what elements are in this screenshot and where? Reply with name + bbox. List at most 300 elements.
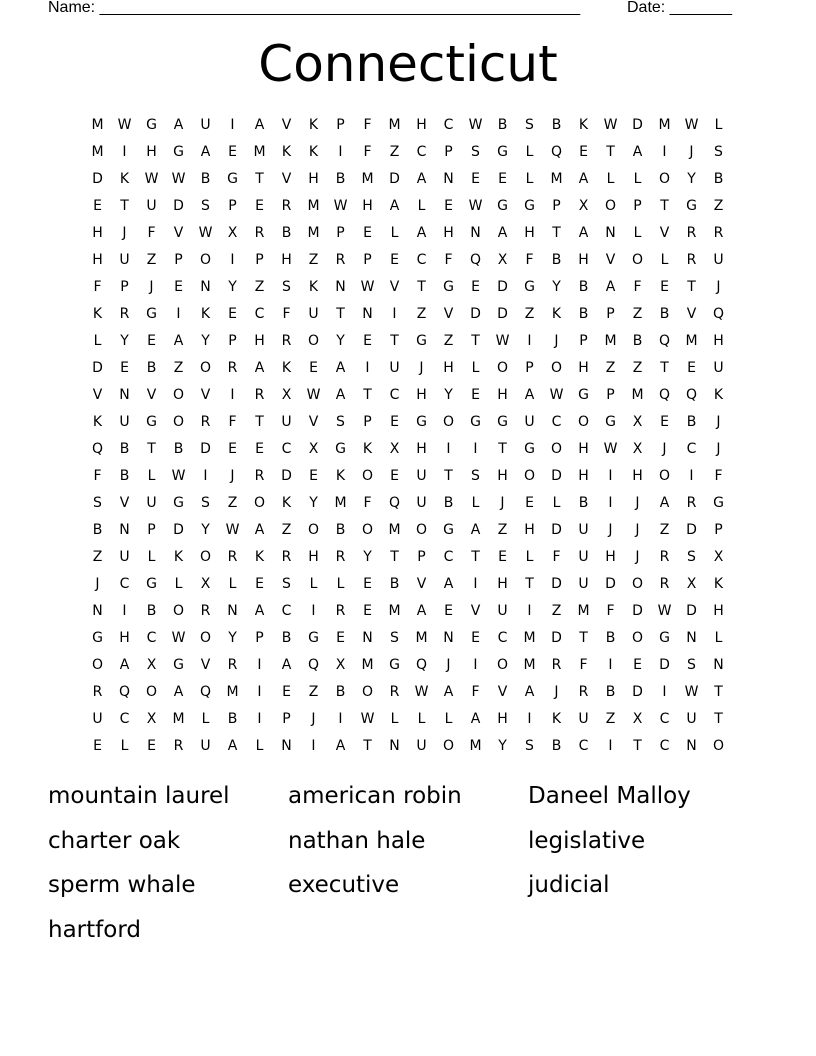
grid-letter: H: [578, 468, 589, 484]
grid-letter: A: [254, 360, 265, 376]
grid-letter: O: [604, 198, 617, 214]
grid-letter: M: [172, 711, 185, 727]
grid-letter: O: [523, 468, 536, 484]
grid-letter: A: [524, 684, 535, 700]
grid-letter: I: [392, 306, 397, 322]
grid-letter: W: [171, 468, 186, 484]
grid-letter: X: [389, 441, 400, 457]
grid-letter: L: [633, 225, 642, 241]
grid-letter: H: [578, 441, 589, 457]
grid-letter: H: [632, 468, 643, 484]
grid-letter: A: [470, 522, 481, 538]
grid-letter: O: [199, 549, 212, 565]
grid-letter: T: [444, 468, 453, 484]
grid-letter: E: [633, 657, 642, 673]
grid-letter: G: [578, 387, 589, 403]
date-field-label: Date: _______: [627, 0, 732, 16]
grid-letter: L: [174, 576, 183, 592]
grid-letter: W: [144, 171, 159, 187]
grid-letter: V: [416, 576, 427, 592]
grid-letter: E: [255, 441, 264, 457]
grid-letter: Z: [659, 522, 670, 538]
grid-letter: E: [390, 414, 399, 430]
grid-row: [84, 413, 732, 440]
grid-letter: G: [173, 657, 184, 673]
grid-row: [84, 386, 732, 413]
grid-letter: G: [92, 630, 103, 646]
grid-letter: E: [282, 684, 291, 700]
grid-letter: K: [308, 144, 319, 160]
grid-letter: O: [496, 360, 509, 376]
grid-letter: A: [335, 738, 346, 754]
grid-letter: F: [363, 144, 372, 160]
grid-letter: F: [714, 468, 723, 484]
grid-letter: T: [687, 279, 696, 295]
grid-letter: L: [444, 711, 453, 727]
grid-letter: X: [200, 576, 211, 592]
grid-letter: N: [200, 279, 211, 295]
grid-letter: N: [713, 657, 724, 673]
grid-letter: Z: [416, 306, 427, 322]
grid-letter: U: [200, 738, 211, 754]
grid-letter: S: [336, 414, 345, 430]
grid-letter: T: [363, 738, 372, 754]
grid-letter: A: [173, 117, 184, 133]
grid-letter: P: [228, 333, 237, 349]
grid-letter: N: [389, 738, 400, 754]
grid-letter: I: [608, 495, 613, 511]
grid-letter: Q: [388, 495, 401, 511]
grid-letter: H: [443, 360, 454, 376]
grid-letter: D: [92, 171, 103, 187]
grid-letter: U: [281, 414, 292, 430]
grid-letter: B: [443, 495, 454, 511]
grid-letter: B: [632, 333, 643, 349]
grid-letter: Y: [201, 333, 210, 349]
grid-letter: Z: [308, 252, 319, 268]
grid-letter: R: [659, 576, 670, 592]
grid-letter: A: [335, 360, 346, 376]
grid-letter: L: [201, 711, 210, 727]
grid-letter: V: [281, 117, 292, 133]
grid-letter: C: [119, 711, 130, 727]
grid-letter: S: [201, 198, 210, 214]
grid-letter: E: [174, 279, 183, 295]
grid-letter: D: [470, 306, 481, 322]
grid-letter: E: [147, 738, 156, 754]
grid-letter: R: [686, 225, 697, 241]
grid-letter: S: [714, 144, 723, 160]
grid-row: [84, 305, 732, 332]
grid-letter: H: [416, 441, 427, 457]
grid-letter: K: [281, 144, 292, 160]
grid-letter: P: [606, 387, 615, 403]
grid-letter: E: [471, 171, 480, 187]
grid-letter: D: [551, 576, 562, 592]
grid-letter: P: [363, 414, 372, 430]
grid-letter: T: [606, 144, 615, 160]
grid-letter: E: [120, 360, 129, 376]
grid-letter: S: [525, 117, 534, 133]
grid-letter: P: [444, 144, 453, 160]
grid-letter: I: [662, 684, 667, 700]
grid-letter: A: [200, 144, 211, 160]
word-list-item: executive: [288, 872, 400, 898]
grid-letter: T: [336, 306, 345, 322]
grid-letter: G: [524, 198, 535, 214]
grid-letter: G: [470, 414, 481, 430]
grid-letter: H: [578, 360, 589, 376]
grid-letter: E: [336, 630, 345, 646]
grid-letter: H: [578, 252, 589, 268]
grid-letter: P: [255, 252, 264, 268]
grid-letter: V: [686, 306, 697, 322]
grid-row: [84, 278, 732, 305]
grid-letter: G: [146, 117, 157, 133]
grid-letter: O: [658, 468, 671, 484]
grid-letter: X: [713, 549, 724, 565]
grid-letter: R: [254, 468, 265, 484]
grid-row: [84, 494, 732, 521]
grid-letter: W: [198, 225, 213, 241]
grid-letter: G: [416, 333, 427, 349]
grid-letter: L: [390, 711, 399, 727]
word-list-item: mountain laurel: [48, 783, 230, 809]
grid-letter: I: [608, 468, 613, 484]
grid-letter: B: [173, 441, 184, 457]
grid-letter: K: [335, 468, 346, 484]
grid-letter: G: [713, 495, 724, 511]
grid-letter: E: [471, 387, 480, 403]
grid-letter: Z: [713, 198, 724, 214]
grid-letter: L: [525, 171, 534, 187]
grid-letter: S: [525, 738, 534, 754]
grid-letter: F: [633, 279, 642, 295]
grid-letter: B: [551, 738, 562, 754]
word-list-item: legislative: [528, 827, 646, 854]
grid-letter: G: [146, 414, 157, 430]
word-list-item: hartford: [48, 916, 141, 943]
grid-row: [84, 359, 732, 386]
grid-letter: L: [525, 549, 534, 565]
grid-letter: J: [635, 522, 640, 538]
grid-letter: P: [120, 279, 129, 295]
grid-letter: S: [201, 495, 210, 511]
grid-letter: R: [254, 225, 265, 241]
grid-letter: J: [419, 360, 424, 376]
grid-letter: D: [173, 198, 184, 214]
grid-letter: X: [281, 387, 292, 403]
grid-letter: Q: [91, 441, 104, 457]
grid-letter: Q: [658, 333, 671, 349]
grid-letter: K: [578, 117, 589, 133]
grid-letter: E: [228, 144, 237, 160]
grid-letter: L: [417, 198, 426, 214]
grid-letter: W: [603, 441, 618, 457]
grid-letter: D: [173, 522, 184, 538]
grid-letter: V: [497, 684, 508, 700]
grid-row: [84, 170, 732, 197]
grid-letter: M: [91, 117, 104, 133]
grid-letter: R: [227, 360, 238, 376]
grid-letter: R: [227, 657, 238, 673]
grid-letter: S: [471, 144, 480, 160]
grid-letter: I: [257, 657, 262, 673]
grid-letter: S: [687, 657, 696, 673]
grid-letter: C: [497, 630, 508, 646]
grid-letter: I: [446, 441, 451, 457]
word-list-item: charter oak: [48, 827, 181, 854]
grid-letter: B: [686, 414, 697, 430]
grid-letter: V: [281, 171, 292, 187]
grid-letter: Z: [605, 711, 616, 727]
grid-letter: N: [686, 630, 697, 646]
grid-letter: J: [635, 549, 640, 565]
grid-letter: K: [281, 495, 292, 511]
grid-letter: Z: [497, 522, 508, 538]
grid-letter: B: [578, 279, 589, 295]
grid-letter: G: [443, 279, 454, 295]
grid-letter: L: [147, 468, 156, 484]
grid-letter: O: [361, 522, 374, 538]
grid-letter: A: [416, 171, 427, 187]
grid-letter: I: [176, 306, 181, 322]
grid-letter: A: [416, 225, 427, 241]
grid-letter: B: [578, 306, 589, 322]
grid-letter: E: [147, 333, 156, 349]
grid-letter: K: [713, 576, 724, 592]
grid-letter: O: [442, 738, 455, 754]
grid-letter: W: [657, 603, 672, 619]
grid-letter: N: [605, 225, 616, 241]
grid-letter: T: [471, 549, 480, 565]
grid-letter: O: [361, 468, 374, 484]
grid-letter: B: [713, 171, 724, 187]
grid-letter: I: [338, 144, 343, 160]
grid-letter: A: [254, 603, 265, 619]
grid-letter: Y: [687, 171, 696, 187]
grid-letter: Z: [551, 603, 562, 619]
grid-letter: X: [335, 657, 346, 673]
grid-letter: G: [443, 522, 454, 538]
grid-letter: B: [146, 603, 157, 619]
grid-letter: K: [173, 549, 184, 565]
grid-letter: R: [254, 387, 265, 403]
grid-letter: Z: [146, 252, 157, 268]
grid-letter: P: [174, 252, 183, 268]
grid-letter: P: [579, 333, 588, 349]
grid-letter: M: [361, 171, 374, 187]
grid-letter: E: [255, 576, 264, 592]
grid-letter: Z: [173, 360, 184, 376]
grid-letter: V: [308, 414, 319, 430]
grid-letter: Y: [201, 522, 210, 538]
grid-letter: D: [551, 468, 562, 484]
grid-letter: D: [686, 603, 697, 619]
grid-letter: A: [443, 684, 454, 700]
grid-letter: J: [500, 495, 505, 511]
grid-letter: P: [633, 198, 642, 214]
grid-letter: C: [281, 441, 292, 457]
grid-letter: I: [311, 603, 316, 619]
grid-letter: A: [470, 711, 481, 727]
grid-letter: R: [92, 684, 103, 700]
grid-row: [84, 656, 732, 683]
grid-letter: C: [119, 576, 130, 592]
grid-letter: J: [716, 414, 721, 430]
word-list-item: american robin: [288, 783, 462, 809]
grid-letter: O: [577, 414, 590, 430]
grid-row: [84, 467, 732, 494]
grid-letter: B: [119, 468, 130, 484]
grid-letter: F: [606, 603, 615, 619]
grid-letter: N: [281, 738, 292, 754]
grid-letter: J: [149, 279, 154, 295]
grid-letter: L: [471, 360, 480, 376]
grid-letter: X: [632, 711, 643, 727]
grid-letter: F: [228, 414, 237, 430]
grid-letter: B: [605, 684, 616, 700]
grid-letter: R: [173, 738, 184, 754]
grid-letter: R: [200, 414, 211, 430]
letter-grid: [84, 116, 732, 764]
grid-letter: H: [308, 549, 319, 565]
grid-letter: E: [363, 603, 372, 619]
grid-letter: O: [496, 657, 509, 673]
grid-letter: X: [308, 441, 319, 457]
grid-letter: B: [92, 522, 103, 538]
grid-letter: Q: [712, 306, 725, 322]
grid-letter: L: [606, 171, 615, 187]
grid-letter: M: [685, 333, 698, 349]
grid-letter: U: [578, 522, 589, 538]
grid-letter: Q: [415, 657, 428, 673]
grid-letter: E: [228, 441, 237, 457]
grid-letter: H: [524, 225, 535, 241]
grid-letter: B: [551, 252, 562, 268]
grid-letter: L: [228, 576, 237, 592]
grid-letter: T: [498, 441, 507, 457]
grid-row: [84, 683, 732, 710]
grid-letter: M: [91, 144, 104, 160]
grid-row: [84, 440, 732, 467]
grid-letter: D: [686, 522, 697, 538]
grid-letter: D: [632, 603, 643, 619]
grid-letter: B: [281, 630, 292, 646]
grid-letter: Z: [254, 279, 265, 295]
grid-letter: E: [363, 225, 372, 241]
grid-letter: C: [281, 603, 292, 619]
grid-letter: F: [147, 225, 156, 241]
grid-letter: G: [524, 441, 535, 457]
grid-letter: H: [497, 468, 508, 484]
grid-letter: D: [281, 468, 292, 484]
word-list-item: nathan hale: [288, 827, 426, 854]
grid-letter: O: [172, 387, 185, 403]
grid-letter: D: [497, 306, 508, 322]
grid-letter: O: [199, 252, 212, 268]
grid-letter: K: [551, 306, 562, 322]
grid-letter: R: [335, 603, 346, 619]
grid-letter: U: [686, 711, 697, 727]
grid-letter: O: [712, 738, 725, 754]
grid-letter: J: [230, 468, 235, 484]
grid-letter: T: [471, 333, 480, 349]
grid-letter: H: [713, 333, 724, 349]
grid-letter: F: [444, 252, 453, 268]
grid-letter: M: [307, 198, 320, 214]
grid-letter: C: [443, 117, 454, 133]
grid-letter: G: [173, 495, 184, 511]
grid-letter: M: [523, 657, 536, 673]
grid-row: [84, 224, 732, 251]
grid-letter: H: [524, 522, 535, 538]
grid-letter: W: [306, 387, 321, 403]
grid-letter: H: [497, 387, 508, 403]
page-title: Connecticut: [258, 35, 558, 93]
grid-letter: W: [468, 117, 483, 133]
grid-letter: E: [444, 603, 453, 619]
grid-letter: P: [363, 252, 372, 268]
grid-letter: I: [473, 441, 478, 457]
grid-letter: H: [146, 144, 157, 160]
grid-letter: U: [578, 549, 589, 565]
grid-letter: P: [336, 225, 345, 241]
word-list-item: judicial: [528, 872, 610, 898]
grid-letter: Y: [336, 333, 345, 349]
grid-letter: S: [390, 630, 399, 646]
grid-letter: H: [497, 576, 508, 592]
grid-letter: O: [307, 522, 320, 538]
grid-letter: J: [554, 684, 559, 700]
grid-letter: M: [604, 333, 617, 349]
grid-letter: K: [92, 414, 103, 430]
name-field-label: Name: ______________________________________________________: [48, 0, 581, 16]
grid-letter: G: [389, 657, 400, 673]
grid-letter: W: [684, 684, 699, 700]
grid-letter: O: [658, 171, 671, 187]
grid-letter: T: [147, 441, 156, 457]
grid-letter: H: [92, 225, 103, 241]
grid-letter: X: [686, 576, 697, 592]
grid-letter: K: [200, 306, 211, 322]
grid-letter: W: [171, 171, 186, 187]
grid-letter: U: [497, 603, 508, 619]
grid-letter: T: [714, 711, 723, 727]
grid-letter: Z: [308, 684, 319, 700]
grid-letter: J: [608, 522, 613, 538]
grid-row: [84, 629, 732, 656]
grid-letter: I: [230, 117, 235, 133]
grid-letter: M: [577, 603, 590, 619]
grid-letter: T: [660, 360, 669, 376]
grid-letter: A: [497, 225, 508, 241]
grid-letter: I: [365, 360, 370, 376]
grid-letter: G: [308, 630, 319, 646]
grid-row: [84, 521, 732, 548]
grid-letter: H: [254, 333, 265, 349]
grid-letter: O: [172, 603, 185, 619]
grid-letter: M: [523, 630, 536, 646]
grid-letter: C: [686, 441, 697, 457]
grid-letter: D: [92, 360, 103, 376]
word-list: [48, 780, 768, 958]
grid-letter: W: [549, 387, 564, 403]
grid-letter: B: [281, 225, 292, 241]
grid-letter: O: [415, 522, 428, 538]
word-list-item: sperm whale: [48, 872, 196, 898]
grid-row: [84, 116, 732, 143]
